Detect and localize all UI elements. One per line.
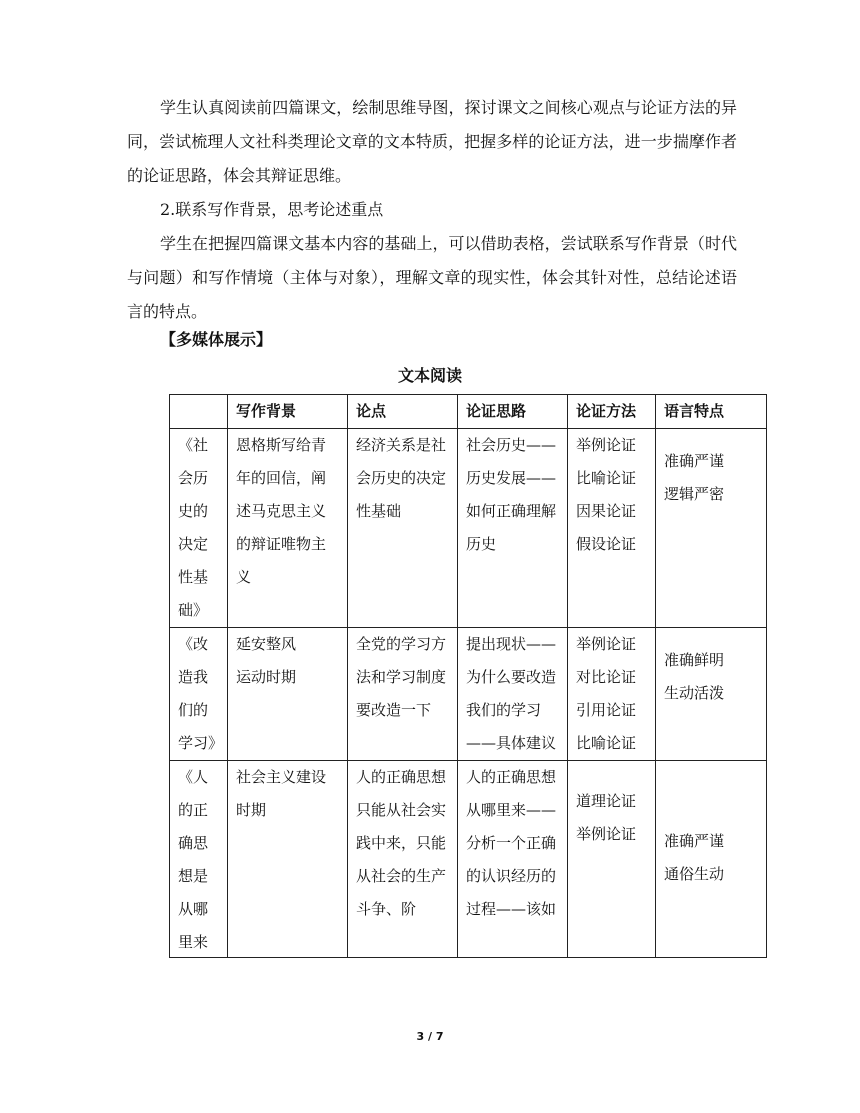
- table-header-cell: 语言特点: [656, 395, 767, 429]
- table-header-cell: 论证方法: [568, 395, 656, 429]
- background-cell: 社会主义建设时期: [228, 761, 348, 958]
- background-cell: 恩格斯写给青年的回信，阐述马克思主义的辩证唯物主义: [228, 429, 348, 628]
- table-row: [170, 429, 767, 628]
- language-cell: 准确鲜明 生动活泼: [656, 628, 767, 761]
- methods-cell: 举例论证 比喻论证 因果论证 假设论证: [568, 429, 656, 628]
- thesis-cell: 经济关系是社会历史的决定性基础: [348, 429, 458, 628]
- article-title-cell: 《改造我们的学习》: [170, 628, 228, 761]
- reasoning-cell: 提出现状——为什么要改造我们的学习——具体建议: [458, 628, 568, 761]
- article-title-cell: 《人的正确思想是从哪里来: [170, 761, 228, 958]
- paragraph-reading-task: 学生认真阅读前四篇课文，绘制思维导图，探讨课文之间核心观点与论证方法的异同，尝试梳理人文社科类理论文章的文本特质，把握多样的论证方法，进一步揣摩作者的论证思路，体会其辩证思维。: [127, 98, 737, 185]
- reasoning-cell: 人的正确思想从哪里来——分析一个正确的认识经历的过程——该如: [458, 761, 568, 958]
- text-reading-table: [169, 394, 767, 958]
- table-header-cell: [170, 395, 228, 429]
- language-cell: 准确严谨 逻辑严密: [656, 429, 767, 628]
- background-cell: 延安整风 运动时期: [228, 628, 348, 761]
- table-row: [170, 628, 767, 761]
- thesis-cell: 全党的学习方法和学习制度要改造一下: [348, 628, 458, 761]
- table-header-cell: 写作背景: [228, 395, 348, 429]
- methods-cell: 道理论证 举例论证: [568, 761, 656, 958]
- subheading-writing-background: 2.联系写作背景，思考论述重点: [160, 200, 384, 219]
- multimedia-label: 【多媒体展示】: [160, 330, 273, 349]
- paragraph-table-task: 学生在把握四篇课文基本内容的基础上，可以借助表格，尝试联系写作背景（时代与问题）和写作情境（主体与对象），理解文章的现实性，体会其针对性，总结论述语言的特点。: [127, 234, 737, 321]
- thesis-cell: 人的正确思想 只能从社会实践中来，只能从社会的生产斗争、阶: [348, 761, 458, 958]
- language-cell: 准确严谨 通俗生动: [656, 761, 767, 958]
- page-number: 3 / 7: [416, 1030, 444, 1043]
- table-row: [170, 761, 767, 958]
- methods-cell: 举例论证 对比论证 引用论证 比喻论证: [568, 628, 656, 761]
- reasoning-cell: 社会历史——历史发展——如何正确理解历史: [458, 429, 568, 628]
- article-title-cell: 《社会历史的决定性基础》: [170, 429, 228, 628]
- table-header-cell: 论证思路: [458, 395, 568, 429]
- table-header-row: [170, 395, 767, 429]
- table-caption: 文本阅读: [397, 366, 462, 385]
- table-header-cell: 论点: [348, 395, 458, 429]
